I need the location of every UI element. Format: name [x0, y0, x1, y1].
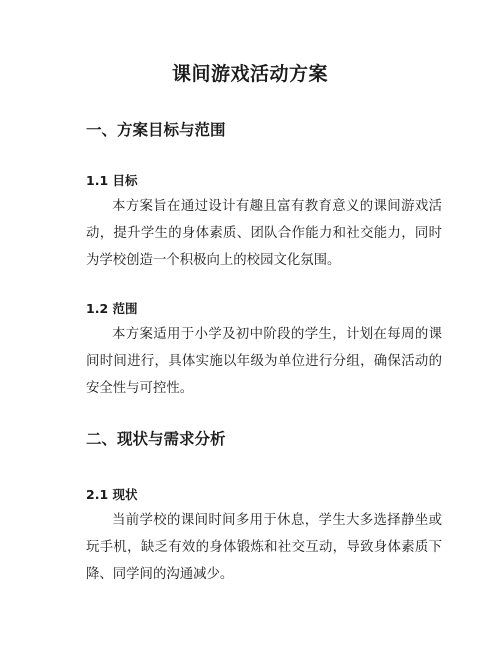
section-heading-status-needs: 二、现状与需求分析: [86, 430, 226, 448]
paragraph-goal: 本方案旨在通过设计有趣且富有教育意义的课间游戏活动，提升学生的身体素质、团队合作能力和社交能力，同时为学校创造一个积极向上的校园文化氛围。: [86, 199, 442, 268]
section-heading-goals-scope: 一、方案目标与范围: [86, 121, 226, 139]
subsection-heading-goal: 1.1 目标: [86, 173, 138, 188]
subsection-heading-status: 2.1 现状: [86, 487, 138, 502]
subsection-heading-scope: 1.2 范围: [86, 301, 138, 316]
paragraph-scope: 本方案适用于小学及初中阶段的学生，计划在每周的课间时间进行，具体实施以年级为单位进行分组，确保活动的安全性与可控性。: [86, 327, 442, 396]
document-title: 课间游戏活动方案: [171, 63, 328, 85]
paragraph-status: 当前学校的课间时间多用于休息，学生大多选择静坐或玩手机，缺乏有效的身体锻炼和社交互动，导致身体素质下降、同学间的沟通减少。: [86, 513, 442, 582]
